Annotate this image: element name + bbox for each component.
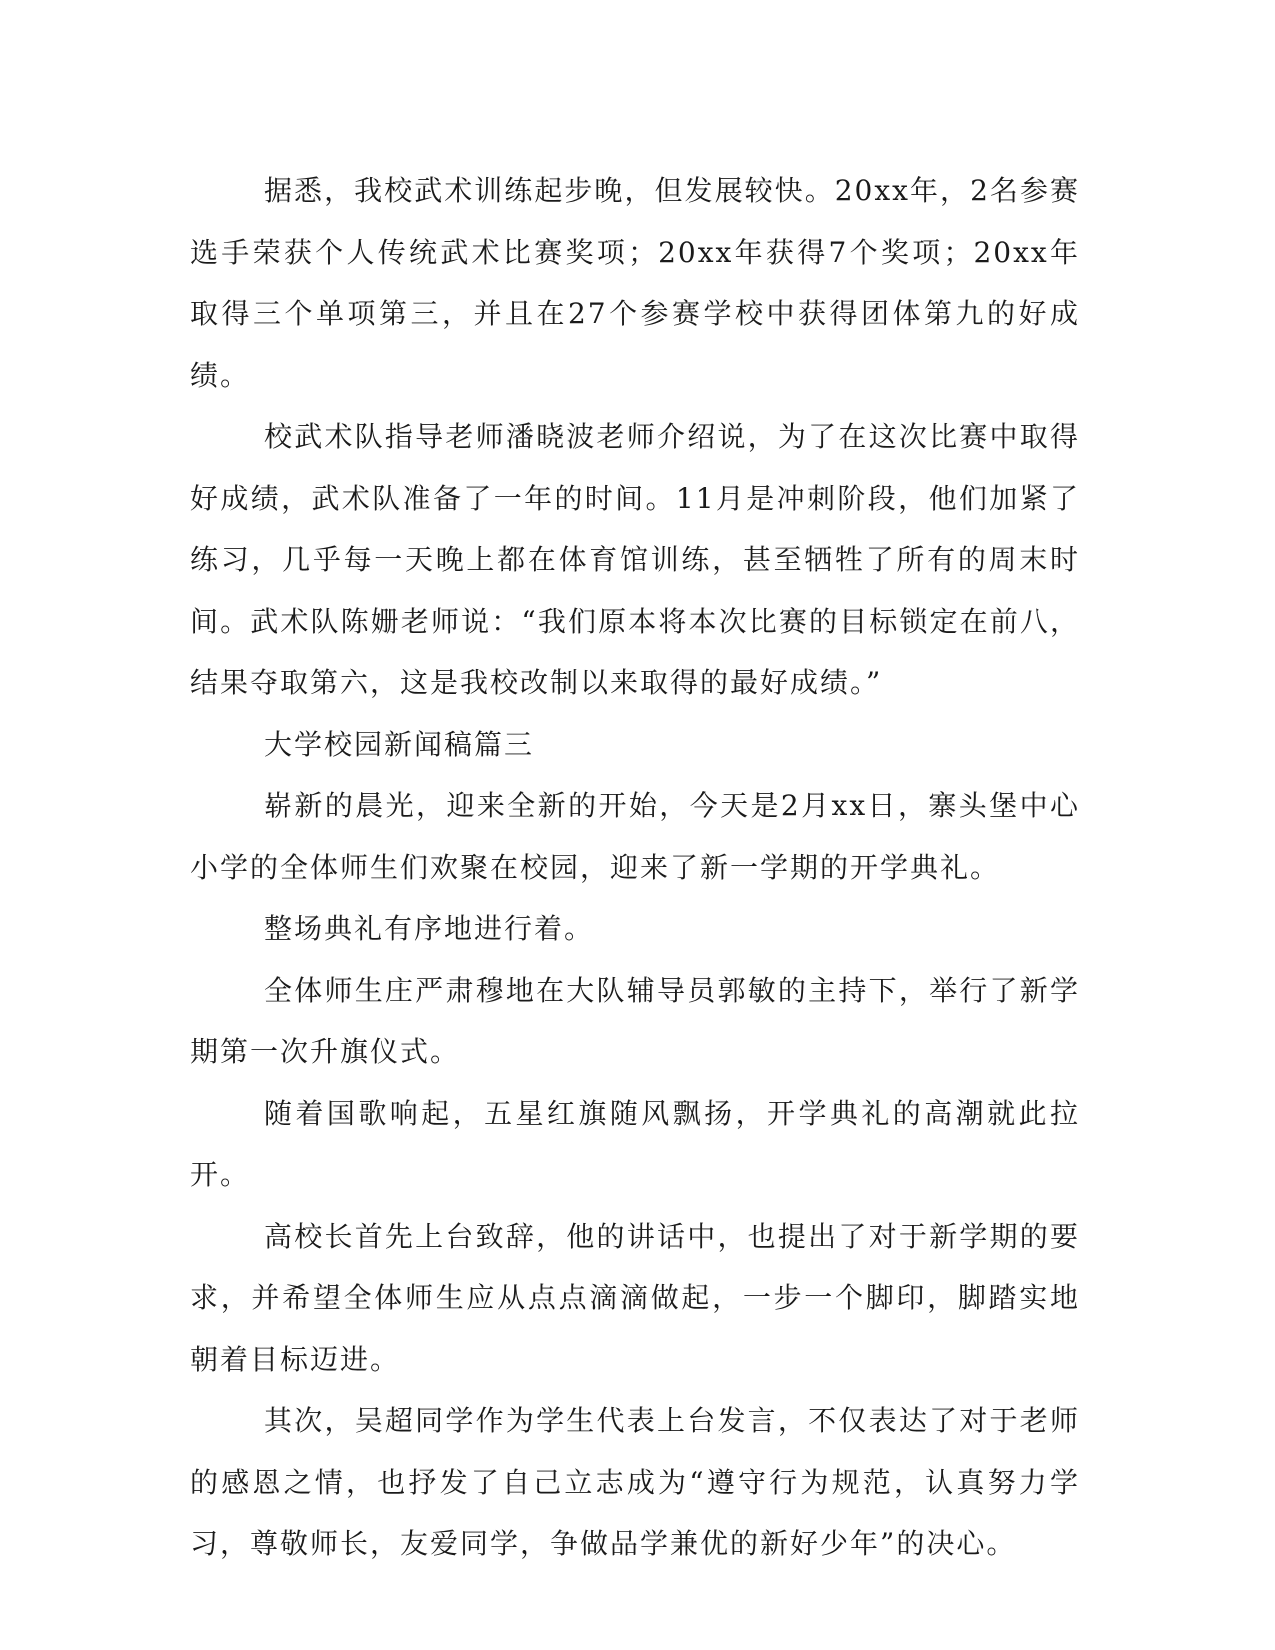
paragraph-ceremony-order: 整场典礼有序地进行着。 <box>264 912 595 945</box>
paragraph-flag-raising: 全体师生庄严肃穆地在大队辅导员郭敏的主持下，举行了新学期第一次升旗仪式。 <box>190 973 1080 1068</box>
document-body <box>190 160 1080 1575</box>
paragraph-opening-morning: 崭新的晨光，迎来全新的开始，今天是2月xx日，寨头堡中心小学的全体师生们欢聚在校园，迎来了新一学期的开学典礼。 <box>190 789 1080 884</box>
paragraph-student-speech: 其次，吴超同学作为学生代表上台发言，不仅表达了对于老师的感恩之情，也抒发了自己立志成为“遵守行为规范，认真努力学习，尊敬师长，友爱同学，争做品学兼优的新好少年”的决心。 <box>190 1404 1080 1560</box>
section-heading: 大学校园新闻稿篇三 <box>264 727 535 761</box>
paragraph-wushu-history: 据悉，我校武术训练起步晚，但发展较快。20xx年，2名参赛选手荣获个人传统武术比赛奖项；20xx年获得7个奖项；20xx年取得三个单项第三，并且在27个参赛学校中获得团体第九的好成绩。 <box>190 174 1080 392</box>
paragraph-principal-speech: 高校长首先上台致辞，他的讲话中，也提出了对于新学期的要求，并希望全体师生应从点点滴滴做起，一步一个脚印，脚踏实地朝着目标迈进。 <box>190 1219 1080 1376</box>
paragraph-coach-intro: 校武术队指导老师潘晓波老师介绍说，为了在这次比赛中取得好成绩，武术队准备了一年的时间。11月是冲刺阶段，他们加紧了练习，几乎每一天晚上都在体育馆训练，甚至牺牲了所有的周末时间。武术队陈姗老师说：“我们原本将本次比赛的目标锁定在前八，结果夺取第六，这是我校改制以来取得的最好成绩。” <box>190 420 1080 699</box>
paragraph-anthem: 随着国歌响起，五星红旗随风飘扬，开学典礼的高潮就此拉开。 <box>190 1096 1080 1191</box>
